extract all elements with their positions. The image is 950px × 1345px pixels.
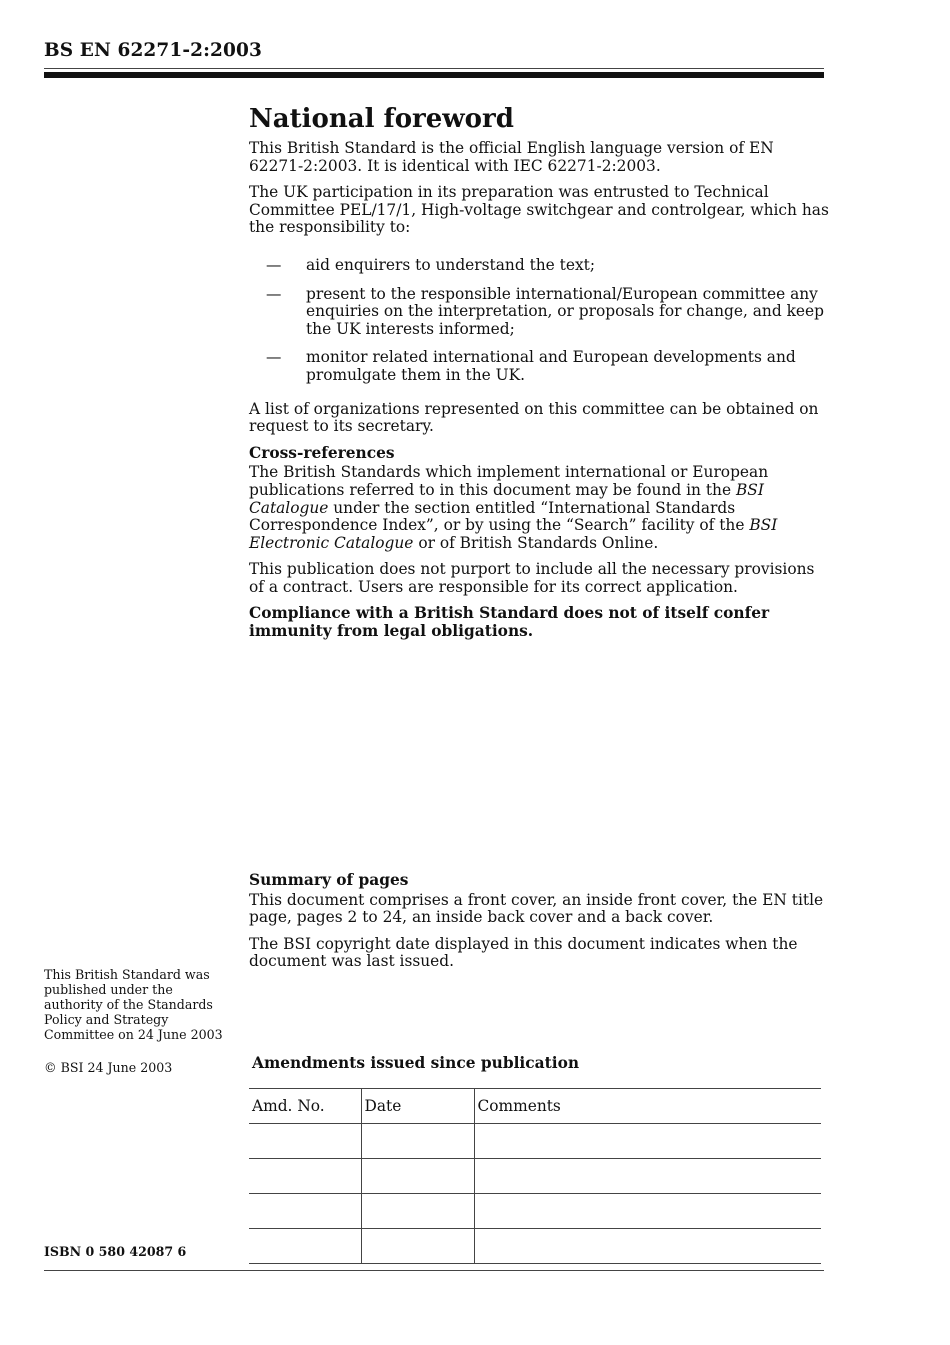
cross-references-heading: Cross-references [249,443,395,462]
table-cell [474,1194,821,1229]
table-cell [474,1159,821,1194]
foreword-paragraph-4: This publication does not purport to include all the necessary provisions of a contract. Users are responsible for its correct application. [249,560,815,596]
bsi-electronic-catalogue-title: BSI Electronic Catalogue [249,516,778,552]
table-cell [474,1229,821,1264]
amendments-title: Amendments issued since publication [252,1054,580,1072]
compliance-statement: Compliance with a British Standard does not of itself confer immunity from legal obligations. [249,604,770,641]
foreword-paragraph-2: The UK participation in its preparation was entrusted to Technical Committee PEL/17/1, High-voltage switchgear and controlgear, which has the responsibility to: [249,183,829,237]
list-item [249,257,829,275]
table-cell [249,1194,361,1229]
table-row [249,1229,821,1264]
summary-section [249,872,829,980]
page-title: National foreword [249,104,514,134]
comments-header: Comments [474,1089,821,1124]
cross-text-3: or of British Standards Online. [413,533,659,552]
table-cell [361,1194,474,1229]
table-header-row [249,1089,821,1124]
table-cell [361,1124,474,1159]
list-item-text: aid enquirers to understand the text; [306,255,596,274]
amendments-table [249,1088,821,1264]
header-thin-rule [44,68,824,69]
list-dash: — [266,348,282,367]
table-cell [249,1124,361,1159]
amd-no-header: Amd. No. [249,1089,361,1124]
list-dash: — [266,255,282,274]
publication-note: This British Standard was published under the authority of the Standards Policy and Strategy Committee on 24 June 2003 [44,967,223,1042]
table-cell [249,1229,361,1264]
table-cell [249,1159,361,1194]
table-row [249,1194,821,1229]
bsi-catalogue-title: BSI Catalogue [249,480,764,517]
date-header: Date [361,1089,474,1124]
list-item [249,286,829,339]
copyright-note: © BSI 24 June 2003 [44,1060,173,1075]
list-item [249,349,829,384]
table-cell [361,1159,474,1194]
summary-paragraph-1: This document comprises a front cover, an inside front cover, the EN title page, pages 2 to 24, an inside back cover and a back cover. [249,890,824,927]
table-row [249,1159,821,1194]
footer-rule [44,1270,824,1271]
foreword-paragraph-3: A list of organizations represented on this committee can be obtained on request to its secretary. [249,399,819,436]
header-thick-rule [44,72,824,78]
cross-text-2: under the section entitled “International Standards Correspondence Index”, or by using the “Search” facility of the [249,498,750,535]
summary-heading: Summary of pages [249,871,409,889]
foreword-paragraph-1: This British Standard is the official English language version of EN 62271-2:2003. It is identical with IEC 62271-2:2003. [249,139,774,175]
list-item-text: monitor related international and European developments and promulgate them in the UK. [306,348,796,384]
cross-references-paragraph [249,464,829,552]
document-identifier: BS EN 62271-2:2003 [44,40,262,61]
summary-paragraph-2: The BSI copyright date displayed in this document indicates when the document was last issued. [249,934,798,971]
table-cell [474,1124,821,1159]
foreword-section [249,104,829,650]
table-cell [361,1229,474,1264]
responsibility-list [249,257,829,385]
table-row [249,1124,821,1159]
isbn: ISBN 0 580 42087 6 [44,1244,187,1259]
list-dash: — [266,284,282,303]
cross-text-1: The British Standards which implement international or European publications referred to in this document may be found in the [249,463,769,499]
list-item-text: present to the responsible international/European committee any enquiries on the interpretation, or proposals for change, and keep the UK interests informed; [306,284,824,338]
